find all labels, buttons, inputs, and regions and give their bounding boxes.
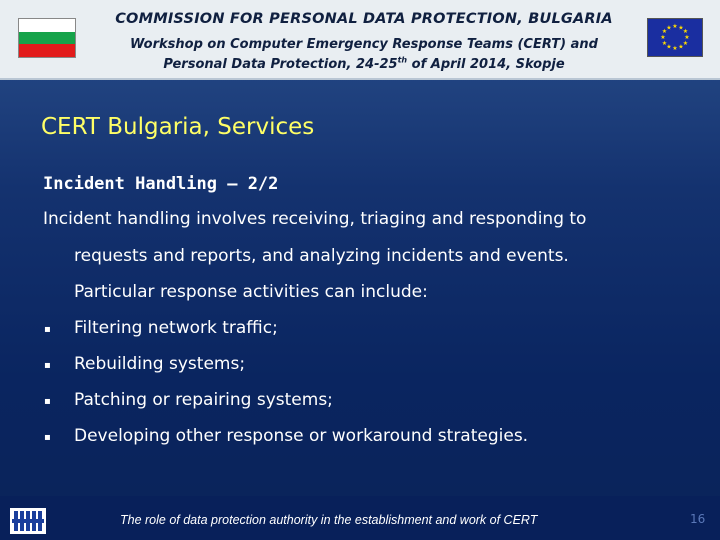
list-item: Developing other response or workaround strategies.	[74, 426, 529, 446]
eu-flag-icon	[647, 18, 703, 57]
bullet-icon: ▪	[44, 396, 51, 407]
svg-text:★: ★	[678, 43, 684, 51]
svg-text:★: ★	[678, 24, 684, 32]
header-line-1: COMMISSION FOR PERSONAL DATA PROTECTION, BULGARIA	[115, 11, 613, 27]
footer-caption: The role of data protection authority in the establishment and work of CERT	[120, 513, 538, 527]
list-item: Patching or repairing systems;	[74, 390, 333, 410]
header-line-2: Workshop on Computer Emergency Response Teams (CERT) and	[130, 37, 598, 52]
svg-text:★: ★	[660, 34, 666, 41]
svg-text:★: ★	[682, 28, 689, 35]
cpdp-logo-icon	[10, 506, 46, 536]
page-number: 16	[690, 512, 706, 526]
svg-text:★: ★	[672, 45, 678, 52]
paragraph-line-1: Incident handling involves receiving, triaging and responding to	[43, 209, 587, 229]
slide-subheading: Incident Handling – 2/2	[43, 174, 279, 194]
svg-text:★: ★	[661, 40, 668, 47]
list-item: Filtering network traffic;	[74, 318, 278, 338]
svg-text:★: ★	[666, 24, 672, 32]
list-item: Rebuilding systems;	[74, 354, 246, 374]
svg-text:★: ★	[672, 23, 678, 30]
svg-text:★: ★	[661, 28, 668, 35]
svg-text:★: ★	[666, 43, 672, 51]
slide-header	[0, 0, 720, 80]
bullet-icon: ▪	[44, 360, 51, 371]
slide-title: CERT Bulgaria, Services	[41, 114, 315, 140]
paragraph-line-2: requests and reports, and analyzing incidents and events.	[74, 246, 569, 266]
bullet-icon: ▪	[44, 324, 51, 335]
svg-text:★: ★	[684, 34, 690, 41]
header-line-3: Personal Data Protection, 24-25th of April 2014, Skopje	[163, 55, 565, 72]
paragraph-line-3: Particular response activities can include:	[74, 282, 428, 302]
bullet-icon: ▪	[44, 432, 51, 443]
bulgarian-flag-icon	[18, 18, 76, 58]
svg-text:★: ★	[682, 40, 689, 47]
